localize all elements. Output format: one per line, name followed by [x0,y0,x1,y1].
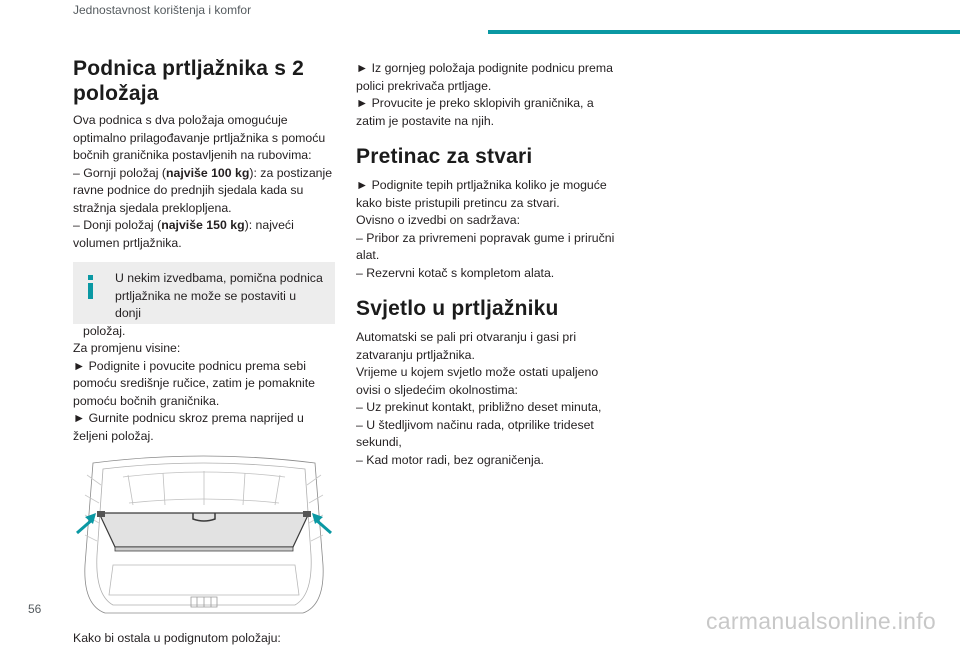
boot-floor-illustration [73,455,335,615]
text-line: zatim je postavite na njih. [356,113,495,128]
info-line: prtljažnika ne može se postaviti u donji [115,288,297,320]
text-line: zatvaranju prtljažnika. [356,347,475,362]
section-title-storage: Pretinac za stvari [356,145,533,168]
text-line: pomoću bočnih graničnika. [73,393,220,408]
text-line: ► Iz gornjeg položaja podignite podnicu prema [356,61,613,75]
text-line: Vrijeme u kojem svjetlo može ostati upaljeno [356,365,599,379]
title-line-2: položaja [73,82,159,105]
info-line: U nekim izvedbama, pomična podnica [115,271,323,285]
header-accent-bar [488,30,960,34]
page-number: 56 [28,602,42,616]
text-line: Automatski se pali pri otvaranju i gasi pri [356,330,577,344]
raised-position-caption: Kako bi ostala u podignutom položaju: [73,631,281,645]
text-line: optimalno prilagođavanje prtljažnika s pomoću [73,130,326,145]
text-line: ► Provucite je preko sklopivih graničnika, a [356,96,594,110]
text-line: Za promjenu visine: [73,341,181,355]
text-line: – Uz prekinut kontakt, približno deset minuta, [356,400,602,414]
text-line: bočnih graničnika postavljenih na rubovima: [73,148,312,162]
text-line: ): za postizanje [249,165,333,180]
text-line: ► Gurnite podnicu skroz prema naprijed u [73,411,304,425]
text-line: Ova podnica s dva položaja omogućuje [73,113,288,127]
text-line: ► Podignite i povucite podnicu prema sebi [73,358,306,373]
bold-limit: najviše 150 kg [161,218,245,232]
text-line: ovisi o sljedećim okolnostima: [356,382,518,397]
text-line: volumen prtljažnika. [73,235,182,250]
text-line: – Gornji položaj ( [73,165,166,180]
text-line: polici prekrivača prtljage. [356,78,492,93]
text-line: – Donji položaj ( [73,218,162,232]
text-line: kako biste pristupili pretincu za stvari. [356,195,560,210]
title-line-1: Podnica prtljažnika s 2 [73,57,305,80]
right-column [356,60,618,469]
text-line: – U štedljivom načinu rada, otprilike trideset [356,417,594,432]
text-line: pomoću središnje ručice, zatim je pomaknite [73,376,315,390]
text-line: – Rezervni kotač s kompletom alata. [356,265,555,280]
text-line: ► Podignite tepih prtljažnika koliko je moguće [356,178,607,192]
watermark[interactable]: carmanualsonline.info [705,608,936,634]
section-title-boot-floor [73,56,335,106]
info-text [83,270,325,340]
info-line: položaj. [83,323,126,338]
text-line: Ovisno o izvedbi on sadržava: [356,213,521,227]
text-line: – Kad motor radi, bez ograničenja. [356,452,544,467]
text-line: ravne podnice do prednjih sjedala kada su [73,183,304,197]
text-line: stražnja sjedala preklopljena. [73,200,232,215]
bold-limit: najviše 100 kg [165,165,250,180]
text-line: ): najveći [244,218,294,232]
intro-paragraph [73,112,335,252]
text-line: – Pribor za privremeni popravak gume i priručni [356,230,615,245]
raised-position-steps [356,60,618,130]
info-icon [88,275,93,297]
text-line: alat. [356,248,380,262]
storage-paragraph [356,177,618,282]
text-line: željeni položaj. [73,428,154,443]
height-change-paragraph [73,340,335,445]
text-line: sekundi, [356,435,402,449]
boot-light-paragraph [356,329,618,469]
running-header: Jednostavnost korištenja i komfor [73,3,252,17]
info-box [73,262,335,338]
section-title-boot-light: Svjetlo u prtljažniku [356,297,559,320]
left-column [73,56,335,648]
